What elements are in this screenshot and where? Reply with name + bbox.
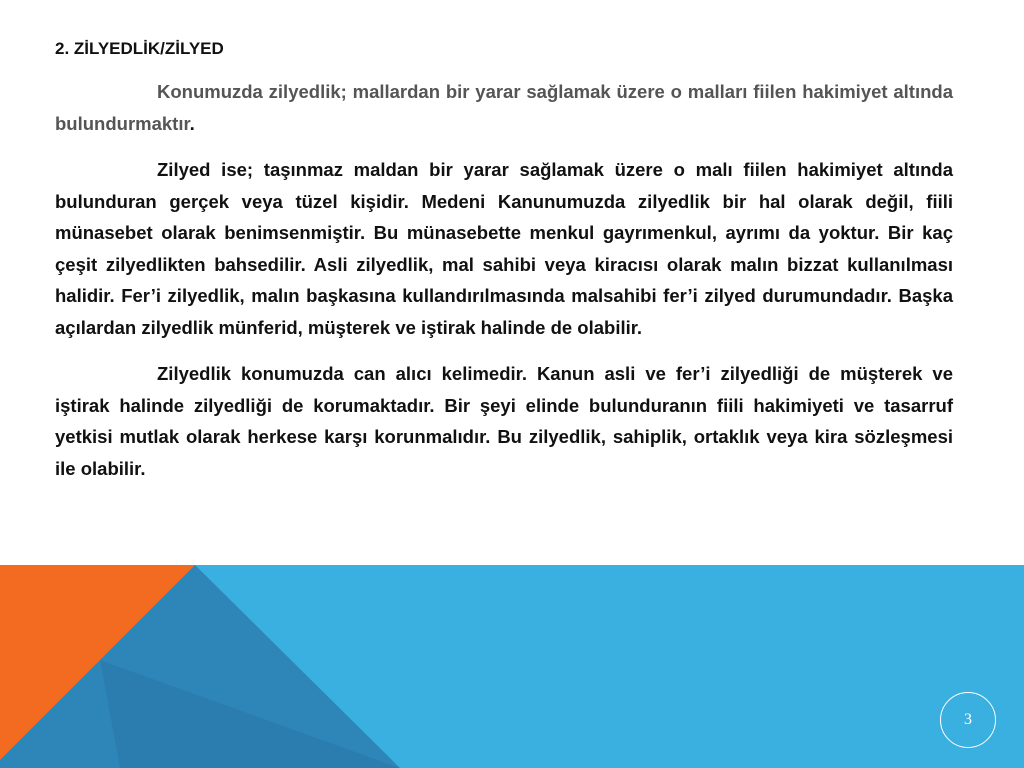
page-number: 3 <box>964 711 972 728</box>
slide-heading: 2. ZİLYEDLİK/ZİLYED <box>55 39 224 58</box>
paragraph-2: Zilyed ise; taşınmaz maldan bir yarar sağlamak üzere o malı fiilen hakimiyet altında bulunduran gerçek veya tüzel kişidir. Medeni Kanunumuzda zilyedlik bir hal olarak değil, fiili münasebet olarak benimsenmiştir. Bu münasebette menkul gayrımenkul, ayrımı da yoktur. Bir kaç çeşit zilyedlikten bahsedilir. Asli zilyedlik, mal sahibi veya kiracısı olarak malın bizzat kullanılması halidir. Fer’i zilyedlik, malın başkasına kullandırılmasında malsahibi fer’i zilyed durumundadır. Başka açılardan zilyedlik münferid, müşterek ve iştirak halinde de olabilir. <box>55 159 953 338</box>
slide-content <box>55 36 953 499</box>
paragraph-1 <box>55 76 953 139</box>
paragraph-1-period: . <box>189 112 195 134</box>
paragraph-3: Zilyedlik konumuzda can alıcı kelimedir. Kanun asli ve fer’i zilyedliği de müşterek ve iştirak halinde zilyedliği de korumaktadır. Bir şeyi elinde bulunduranın fiili hakimiyeti ve tasarruf yetkisi mutlak olarak herkese karşı korunmalıdır. Bu zilyedlik, sahiplik, ortaklık veya kira sözleşmesi ile olabilir. <box>55 363 953 479</box>
paragraph-1-text: Konumuzda zilyedlik; mallardan bir yarar sağlamak üzere o malları fiilen hakimiyet altında bulundurmaktır <box>55 81 953 134</box>
page-number-badge <box>940 692 996 748</box>
